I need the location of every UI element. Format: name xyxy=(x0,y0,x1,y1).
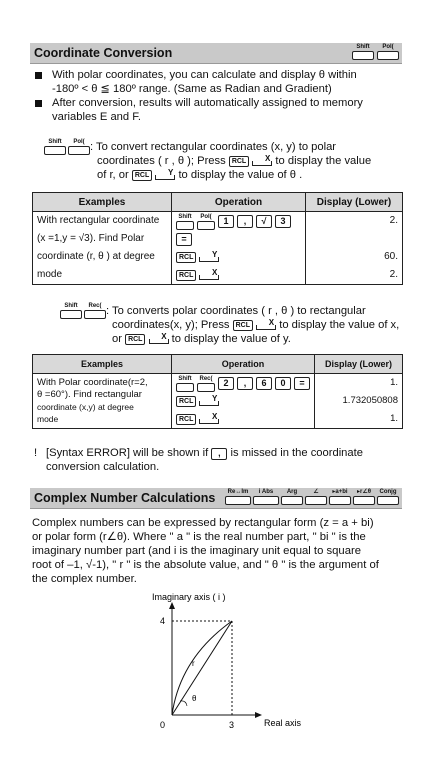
key-1: 1 xyxy=(218,215,234,228)
rec-key-icon: Rec( xyxy=(197,376,215,391)
shift-key-icon: Shift xyxy=(352,44,374,59)
complex-key-caption: ∠ xyxy=(313,489,319,495)
pol-line3: of r, or RCL Y to display the value of θ . xyxy=(97,168,303,181)
complex-para-line5: the complex number. xyxy=(32,573,137,585)
col-header-examples: Examples xyxy=(33,355,172,374)
complex-key-icon xyxy=(253,489,279,504)
operation-cell xyxy=(172,374,315,429)
bullet2-line1: After conversion, results will automatically assigned to memory xyxy=(52,97,363,109)
key-6: 6 xyxy=(256,377,272,390)
x-key-icon: X xyxy=(199,269,219,281)
complex-key-caption: ▸r∠θ xyxy=(357,489,371,495)
shift-pol-keys xyxy=(44,139,90,154)
op-row xyxy=(176,212,301,230)
complex-key-caption: Arg xyxy=(286,489,298,495)
example-cell: With rectangular coordinate (x =1,y = √3). Find Polar coordinate (r, θ ) at degree mode xyxy=(33,212,172,285)
shift-key-icon: Shift xyxy=(44,139,66,154)
x-axis-label: Real axis xyxy=(264,718,302,728)
r-label: r xyxy=(192,659,195,668)
sqrt-key: √ xyxy=(256,215,272,228)
rec-line3: or RCL X to display the value of y. xyxy=(112,332,291,345)
display-cell: 2. 60. 2. xyxy=(306,212,403,285)
complex-key-caption: i Abs xyxy=(258,489,274,495)
rcl-key-icon: RCL xyxy=(176,270,196,281)
rcl-key-icon: RCL xyxy=(229,156,249,167)
key-3: 3 xyxy=(275,215,291,228)
operation-cell xyxy=(172,212,306,285)
shift-key-icon: Shift xyxy=(60,303,82,318)
shift-rec-keys xyxy=(60,303,106,318)
syntax-note-mark: ! xyxy=(34,447,38,459)
y-key-icon: Y xyxy=(199,395,219,407)
example-cell: With Polar coordinate(r=2, θ =60°). Find rectangular coordinate (x,y) at degree mode xyxy=(33,374,172,429)
rcl-key-icon: RCL xyxy=(176,414,196,425)
complex-para-line1: Complex numbers can be expressed by rectangular form (z = a + bi) xyxy=(32,517,374,529)
complex-key-caption: Conjg xyxy=(379,489,397,495)
x-axis-arrow-icon xyxy=(255,712,262,718)
section-header-complex-numbers xyxy=(30,488,402,509)
complex-key-icon xyxy=(225,489,251,504)
equals-key: = xyxy=(294,377,310,390)
section-title: Coordinate Conversion xyxy=(34,46,173,60)
equals-key: = xyxy=(176,233,192,246)
complex-key-icon xyxy=(329,489,351,504)
pol-line1: : To convert rectangular coordinates (x, y) to polar xyxy=(90,141,337,153)
complex-key-caption: Re↔Im xyxy=(227,489,249,495)
bullet-icon xyxy=(35,100,42,107)
rec-key-icon: Rec( xyxy=(84,303,106,318)
shift-key-icon: Shift xyxy=(176,376,194,391)
header-keys xyxy=(352,44,399,59)
col-header-operation: Operation xyxy=(172,355,315,374)
bullet-icon xyxy=(35,72,42,79)
pol-key-icon: Pol( xyxy=(68,139,90,154)
x-key-icon: X xyxy=(252,155,272,167)
col-header-display: Display (Lower) xyxy=(315,355,403,374)
header-keys xyxy=(225,489,399,504)
col-header-examples: Examples xyxy=(33,193,172,212)
x-key-icon: X xyxy=(199,413,219,425)
bullet1-line2: -180º < θ ≦ 180º range. (Same as Radian and Gradient) xyxy=(52,83,332,95)
x-key-icon: X xyxy=(256,319,276,331)
y-axis-label: Imaginary axis ( i ) xyxy=(152,592,226,602)
complex-key-caption: ▸a+bi xyxy=(332,489,348,495)
x-tick-label: 3 xyxy=(229,720,235,730)
bullet2-line2: variables E and F. xyxy=(52,111,141,123)
key-0: 0 xyxy=(275,377,291,390)
origin-label: 0 xyxy=(160,720,166,730)
bullet1-line1: With polar coordinates, you can calculate and display θ within xyxy=(52,69,357,81)
y-tick-label: 4 xyxy=(160,616,166,626)
rcl-key-icon: RCL xyxy=(176,396,196,407)
display-cell: 1. 1.732050808 1. xyxy=(315,374,403,429)
pol-key-icon: Pol( xyxy=(377,44,399,59)
complex-key-icon xyxy=(305,489,327,504)
rcl-key-icon: RCL xyxy=(132,170,152,181)
complex-para-line3: imaginary number part (and i is the imaginary unit equal to square xyxy=(32,545,362,557)
y-key-icon: Y xyxy=(199,251,219,263)
rcl-key-icon: RCL xyxy=(233,320,253,331)
rcl-key-icon: RCL xyxy=(125,334,145,345)
rcl-key-icon: RCL xyxy=(176,252,196,263)
col-header-operation: Operation xyxy=(172,193,306,212)
syntax-note-line2: conversion calculation. xyxy=(46,461,160,473)
col-header-display: Display (Lower) xyxy=(306,193,403,212)
y-key-icon: Y xyxy=(155,169,175,181)
complex-key-icon xyxy=(377,489,399,504)
shift-key-icon: Shift xyxy=(176,214,194,229)
x-key-icon: X xyxy=(149,333,169,345)
syntax-note-line1: [Syntax ERROR] will be shown if , is missed in the coordinate xyxy=(46,447,363,459)
section-header-coordinate-conversion xyxy=(30,43,402,64)
rec-line2: coordinates(x, y); Press RCL X to display the value of x, xyxy=(112,318,400,331)
key-2: 2 xyxy=(218,377,234,390)
complex-key-icon xyxy=(281,489,303,504)
comma-key: , xyxy=(237,377,253,390)
theta-label: θ xyxy=(192,694,197,703)
complex-key-icon xyxy=(353,489,375,504)
pol-key-icon: Pol( xyxy=(197,214,215,229)
y-axis-arrow-icon xyxy=(169,602,175,609)
examples-table-rec xyxy=(32,354,403,429)
section-title: Complex Number Calculations xyxy=(34,491,216,505)
complex-para-line4: root of –1, √-1), " r " is the absolute value, and " θ " is the argument of xyxy=(32,559,379,571)
rec-line1: : To converts polar coordinates ( r , θ ) to rectangular xyxy=(106,305,366,317)
comma-key: , xyxy=(211,448,227,460)
complex-para-line2: or polar form (r∠θ). Where " a " is the real number part, " bi " is the xyxy=(32,531,366,543)
complex-plane-figure xyxy=(140,588,320,758)
examples-table-pol xyxy=(32,192,403,285)
pol-line2: coordinates ( r , θ ); Press RCL X to display the value xyxy=(97,154,372,167)
comma-key: , xyxy=(237,215,253,228)
